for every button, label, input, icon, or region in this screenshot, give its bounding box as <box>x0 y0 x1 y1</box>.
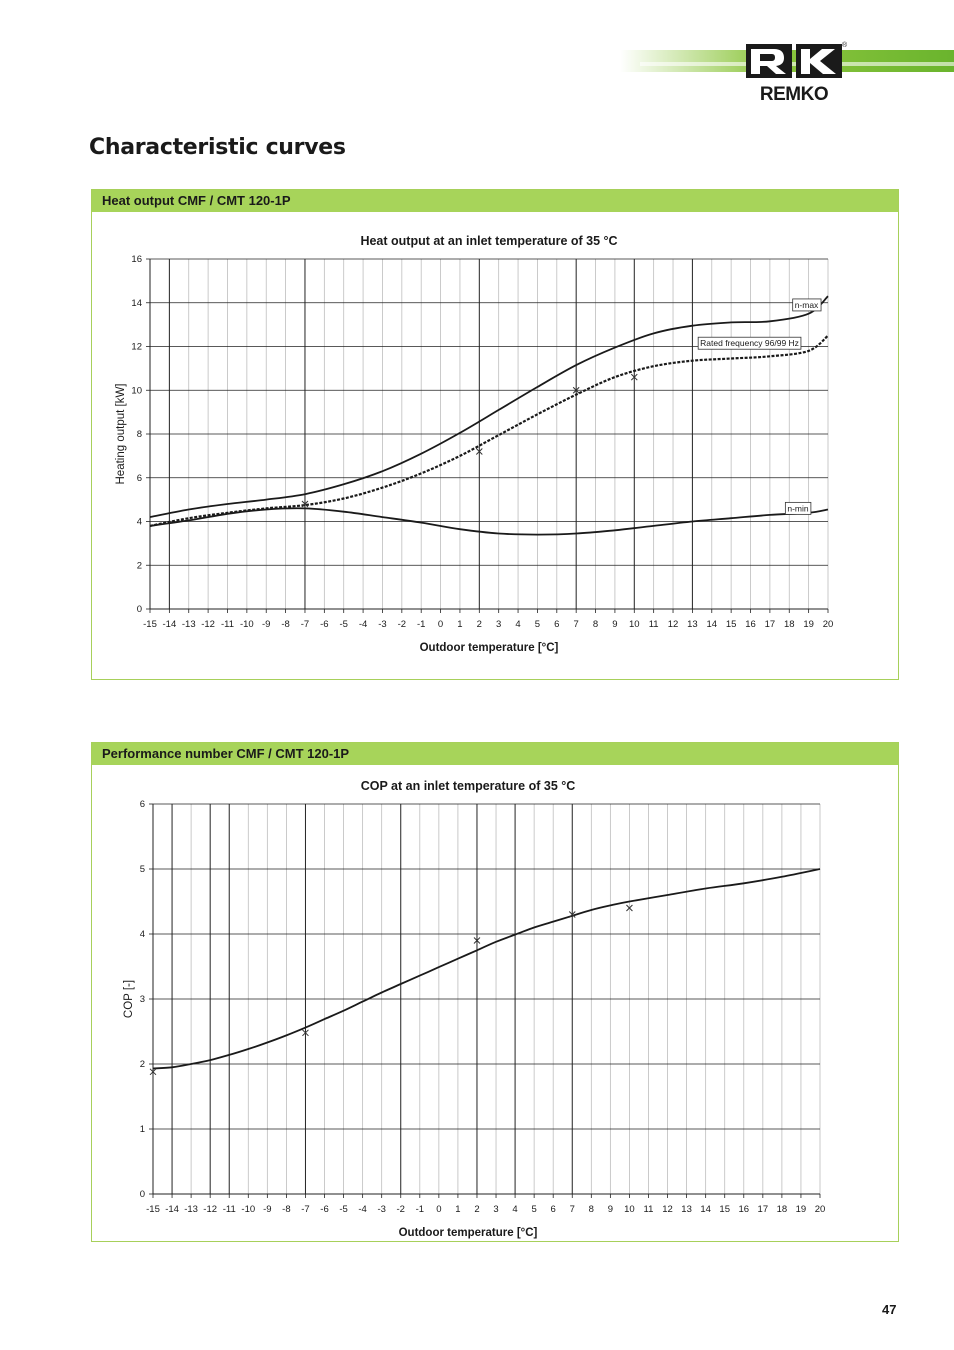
x-tick-label: 5 <box>531 1204 537 1215</box>
x-tick-label: -15 <box>146 1204 160 1215</box>
y-tick-label: 4 <box>139 929 145 940</box>
x-tick-label: -10 <box>241 1204 256 1215</box>
y-tick-label: 10 <box>131 385 142 397</box>
x-tick-label: 10 <box>628 619 640 630</box>
x-tick-label: -4 <box>358 1204 367 1215</box>
x-tick-label: -4 <box>358 619 368 630</box>
y-tick-label: 0 <box>136 604 142 615</box>
x-axis-label: Outdoor temperature [°C] <box>398 1227 538 1239</box>
x-tick-label: 5 <box>534 619 541 630</box>
x-tick-label: -5 <box>339 619 348 630</box>
x-tick-label: -5 <box>339 1204 348 1215</box>
x-axis-label: Outdoor temperature [°C] <box>419 642 559 654</box>
x-tick-label: 9 <box>607 1204 614 1215</box>
page-number: 47 <box>882 1302 897 1317</box>
x-tick-label: 16 <box>738 1204 750 1215</box>
x-tick-label: -14 <box>162 619 177 630</box>
x-tick-label: 17 <box>764 619 776 630</box>
x-tick-label: 1 <box>455 1204 461 1215</box>
cop-panel-header: Performance number CMF / CMT 120-1P <box>92 743 898 765</box>
y-tick-label: 5 <box>139 864 145 875</box>
x-tick-label: 14 <box>700 1204 711 1215</box>
y-axis-label: COP [-] <box>123 979 135 1019</box>
x-tick-label: 11 <box>643 1204 654 1215</box>
y-tick-label: 16 <box>131 254 142 265</box>
x-tick-label: 7 <box>569 1204 575 1215</box>
x-tick-label: -2 <box>396 1204 405 1215</box>
x-tick-label: -6 <box>320 619 329 630</box>
y-tick-label: 2 <box>139 1059 145 1070</box>
x-tick-label: -11 <box>222 1204 236 1215</box>
x-tick-label: 15 <box>725 619 737 630</box>
x-tick-label: 1 <box>457 619 463 630</box>
logo-registered-mark: ® <box>842 42 848 49</box>
y-tick-label: 4 <box>136 516 142 528</box>
x-tick-label: 15 <box>719 1204 731 1215</box>
x-tick-label: 14 <box>706 619 718 630</box>
y-tick-label: 14 <box>131 297 142 309</box>
x-tick-label: -12 <box>203 1204 218 1215</box>
x-tick-label: -13 <box>181 619 196 630</box>
x-tick-label: -11 <box>220 619 235 630</box>
x-tick-label: 18 <box>776 1204 788 1215</box>
x-tick-label: 16 <box>745 619 756 630</box>
chart-title: Heat output at an inlet temperature of 35 °C <box>360 234 618 248</box>
y-tick-label: 6 <box>139 799 145 810</box>
y-axis-label: Heating output [kW] <box>115 383 127 485</box>
x-tick-label: -7 <box>300 619 310 630</box>
heat-output-panel-header: Heat output CMF / CMT 120-1P <box>92 190 898 212</box>
y-tick-label: 6 <box>136 472 142 484</box>
x-tick-label: 19 <box>795 1204 807 1215</box>
x-tick-label: 8 <box>588 1204 594 1215</box>
x-tick-label: 12 <box>662 1204 673 1215</box>
series-label-0: n-max <box>794 299 819 310</box>
y-tick-label: 12 <box>131 341 142 353</box>
x-tick-label: 13 <box>687 619 698 630</box>
x-tick-label: -15 <box>143 619 157 630</box>
x-tick-label: -8 <box>282 1204 291 1215</box>
x-tick-label: 20 <box>814 1204 826 1215</box>
x-tick-label: 10 <box>624 1204 635 1215</box>
x-tick-label: -1 <box>416 619 426 630</box>
x-tick-label: 0 <box>437 619 444 630</box>
x-tick-label: 8 <box>592 619 599 630</box>
x-tick-label: -2 <box>397 619 407 630</box>
x-tick-label: -14 <box>165 1204 179 1215</box>
x-tick-label: -9 <box>263 1204 272 1215</box>
x-tick-label: 12 <box>667 619 679 630</box>
x-tick-label: 17 <box>757 1204 769 1215</box>
x-tick-label: 19 <box>803 619 814 630</box>
x-tick-label: 3 <box>496 619 502 630</box>
x-tick-label: -3 <box>378 619 387 630</box>
x-tick-label: 6 <box>554 619 560 630</box>
series-label-2: n-min <box>787 503 809 514</box>
x-tick-label: -12 <box>201 619 215 630</box>
x-tick-label: -6 <box>320 1204 329 1215</box>
series-line-0 <box>153 869 820 1069</box>
x-tick-label: 13 <box>681 1204 692 1215</box>
x-tick-label: 4 <box>512 1204 518 1215</box>
x-tick-label: -9 <box>262 619 271 630</box>
x-tick-label: -13 <box>184 1204 198 1215</box>
x-tick-label: 2 <box>474 1204 480 1215</box>
x-tick-label: 20 <box>822 619 834 630</box>
chart-title: COP at an inlet temperature of 35 °C <box>360 779 576 793</box>
y-tick-label: 8 <box>136 429 142 440</box>
x-tick-label: 9 <box>612 619 618 630</box>
y-tick-label: 3 <box>139 994 145 1005</box>
x-tick-label: -8 <box>281 619 290 630</box>
x-tick-label: -3 <box>377 1204 386 1215</box>
page-title: Characteristic curves <box>89 135 346 160</box>
x-tick-label: 11 <box>648 619 659 630</box>
x-tick-label: 6 <box>550 1204 556 1215</box>
series-label-1: Rated frequency 96/99 Hz <box>700 338 799 349</box>
logo-wordmark: REMKO <box>759 84 829 102</box>
x-tick-label: 18 <box>783 619 795 630</box>
x-tick-label: -7 <box>301 1204 310 1215</box>
x-tick-label: -1 <box>415 1204 425 1215</box>
x-tick-label: -10 <box>239 619 254 630</box>
y-tick-label: 0 <box>139 1189 145 1200</box>
y-tick-label: 2 <box>136 560 142 572</box>
x-tick-label: 0 <box>436 1204 442 1215</box>
x-tick-label: 3 <box>493 1204 499 1215</box>
x-tick-label: 4 <box>515 619 521 630</box>
x-tick-label: 7 <box>573 619 579 630</box>
y-tick-label: 1 <box>139 1124 145 1135</box>
x-tick-label: 2 <box>476 619 482 630</box>
